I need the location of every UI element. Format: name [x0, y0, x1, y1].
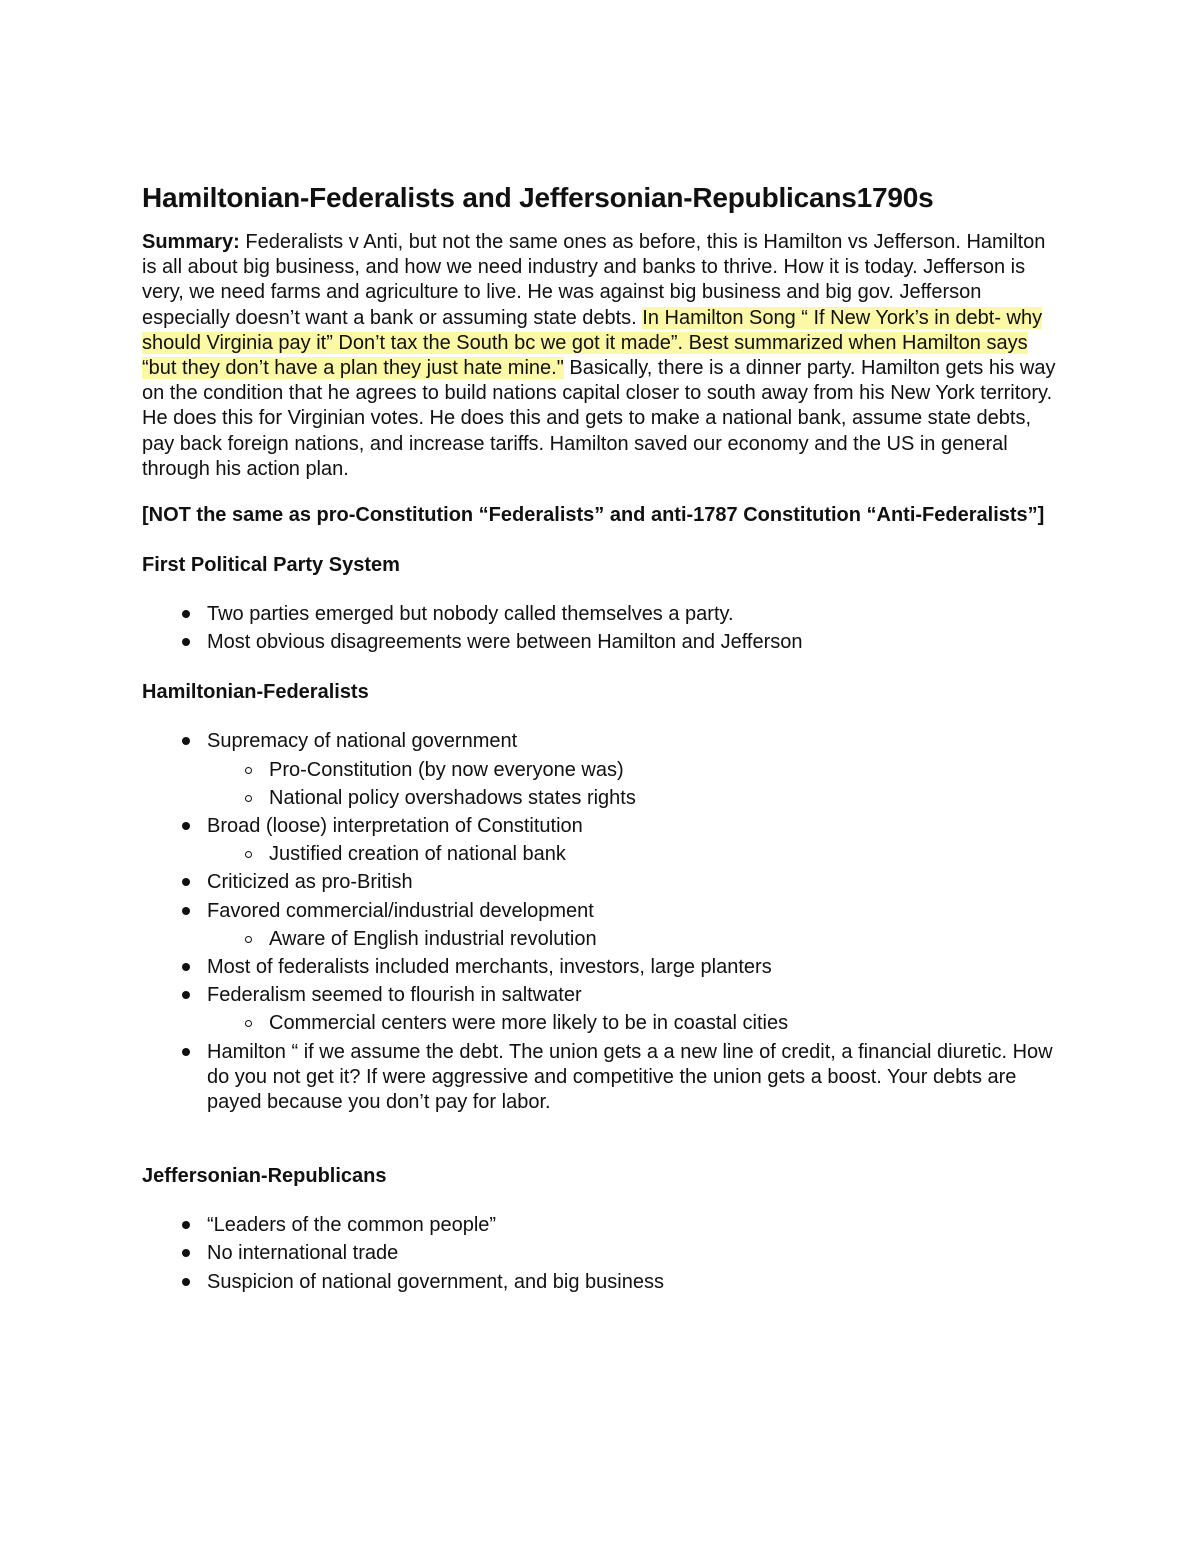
sub-list [207, 927, 1062, 952]
sub-list-item-text: Aware of English industrial revolution [269, 927, 597, 950]
highlighted-quote: In Hamilton Song “ If New York’s in debt- why should Virginia pay it” Don’t tax the South bc we got it made”. Best summarized when Hamilton says “but they don’t have a plan they just hate mine." [142, 306, 1043, 380]
sub-list-item-text: Pro-Constitution (by now everyone was) [269, 758, 624, 781]
republicans-list [142, 1213, 1062, 1295]
sub-list-item [207, 842, 1062, 867]
circle-bullet-icon [245, 936, 252, 943]
sub-list-item-text: Commercial centers were more likely to be in coastal cities [269, 1012, 789, 1035]
summary-label: Summary: [142, 231, 240, 253]
list-item-text: Supremacy of national government [207, 730, 518, 753]
circle-bullet-icon [245, 767, 252, 774]
summary-text: Federalists v Anti, but not the same ones as before, this is Hamilton vs Jefferson. Hamilton is all about big business, and how we need industry and banks to thrive. How it is today. Jefferson is very, we need farms and agriculture to live. He was against big business and big gov. Jefferson especially doesn’t want a bank or assuming state debts. [142, 231, 1046, 329]
section-heading-republicans: Jeffersonian-Republicans [142, 1165, 387, 1188]
bullet-icon [182, 878, 190, 886]
bullet-icon [182, 822, 190, 830]
list-item-text: Most of federalists included merchants, investors, large planters [207, 956, 772, 979]
bullet-icon [182, 1278, 190, 1286]
list-item-text: Broad (loose) interpretation of Constitution [207, 815, 583, 838]
list-item-text: Most obvious disagreements were between Hamilton and Jefferson [207, 631, 803, 654]
list-item [142, 814, 1062, 867]
list-item-text: Hamilton “ if we assume the debt. The union gets a a new line of credit, a financial diuretic. How do you not get it? If were aggressive and competitive the union gets a boost. Your debts are payed because you don’t pay for labor. [207, 1040, 1053, 1114]
bullet-icon [182, 907, 190, 915]
bullet-icon [182, 610, 190, 618]
list-item-text: Criticized as pro-British [207, 871, 413, 894]
circle-bullet-icon [245, 851, 252, 858]
sub-list [207, 842, 1062, 867]
bullet-icon [182, 991, 190, 999]
list-item [142, 1040, 1062, 1116]
summary-paragraph [142, 230, 1062, 482]
list-item [142, 1213, 1062, 1238]
list-item [142, 870, 1062, 895]
party-system-list [142, 602, 1062, 655]
list-item-text: “Leaders of the common people” [207, 1214, 497, 1237]
list-item [142, 983, 1062, 1036]
list-item-text: Suspicion of national government, and big business [207, 1270, 664, 1293]
bullet-icon [182, 963, 190, 971]
list-item-text: No international trade [207, 1242, 399, 1265]
section-heading-federalists: Hamiltonian-Federalists [142, 681, 369, 704]
sub-list-item [207, 786, 1062, 811]
list-item [142, 955, 1062, 980]
sub-list [207, 1011, 1062, 1036]
clarification-note: [NOT the same as pro-Constitution “Federalists” and anti-1787 Constitution “Anti-Federalists”] [142, 504, 1045, 527]
list-item-text: Federalism seemed to flourish in saltwater [207, 984, 582, 1007]
bullet-icon [182, 638, 190, 646]
bullet-icon [182, 1249, 190, 1257]
sub-list-item [207, 1011, 1062, 1036]
bullet-icon [182, 1048, 190, 1056]
list-item [142, 1270, 1062, 1295]
federalists-list [142, 729, 1062, 1115]
list-item [142, 602, 1062, 627]
list-item [142, 1241, 1062, 1266]
bullet-icon [182, 1221, 190, 1229]
circle-bullet-icon [245, 1020, 252, 1027]
sub-list-item-text: National policy overshadows states rights [269, 786, 636, 809]
list-item [142, 899, 1062, 952]
section-heading-party-system: First Political Party System [142, 554, 400, 577]
list-item-text: Two parties emerged but nobody called themselves a party. [207, 603, 734, 626]
sub-list-item [207, 758, 1062, 783]
list-item [142, 729, 1062, 811]
sub-list-item [207, 927, 1062, 952]
list-item [142, 630, 1062, 655]
bullet-icon [182, 737, 190, 745]
sub-list [207, 758, 1062, 811]
page-title: Hamiltonian-Federalists and Jeffersonian-Republicans1790s [142, 182, 934, 213]
sub-list-item-text: Justified creation of national bank [269, 843, 566, 866]
summary-text-continued: Basically, there is a dinner party. Hamilton gets his way on the condition that he agrees to build nations capital closer to south away from his New York territory. He does this for Virginian votes. He does this and gets to make a national bank, assume state debts, pay back foreign nations, and increase tariffs. Hamilton saved our economy and the US in general through his action plan. [142, 357, 1056, 480]
circle-bullet-icon [245, 795, 252, 802]
document-page [142, 178, 1062, 1298]
list-item-text: Favored commercial/industrial development [207, 899, 594, 922]
